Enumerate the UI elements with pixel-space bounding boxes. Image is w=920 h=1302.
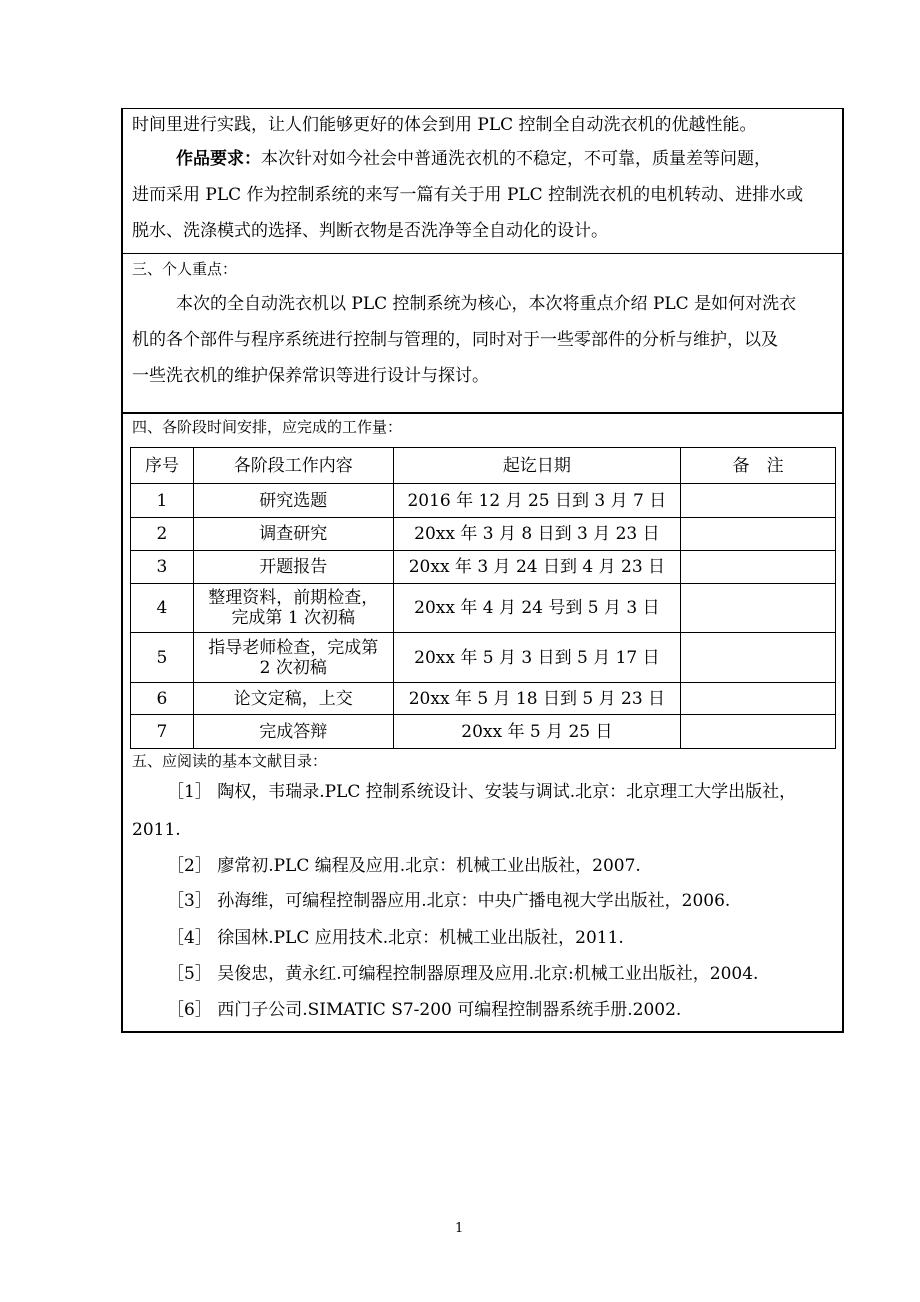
section-two-line: 时间里进行实践，让人们能够更好的体会到用 PLC 控制全自动洗衣机的优越性能。 xyxy=(132,115,757,135)
table-row xyxy=(131,633,836,683)
section-frame-upper xyxy=(121,108,844,414)
row-note xyxy=(681,584,836,633)
reference-item: ［5］ 吴俊忠，黄永红.可编程控制器原理及应用.北京:机械工业出版社，2004. xyxy=(167,964,759,984)
row-number: 4 xyxy=(131,584,194,633)
row-note xyxy=(681,683,836,715)
table-row xyxy=(131,551,836,584)
column-header: 各阶段工作内容 xyxy=(193,448,393,484)
table-row xyxy=(131,683,836,715)
reference-item: 2011. xyxy=(132,820,181,840)
row-note xyxy=(681,484,836,518)
row-number: 1 xyxy=(131,484,194,518)
row-date: 20xx 年 3 月 8 日到 3 月 23 日 xyxy=(393,518,681,551)
row-content: 论文定稿，上交 xyxy=(193,683,393,715)
schedule-table xyxy=(130,447,836,749)
reference-item: ［3］ 孙海维，可编程控制器应用.北京：中央广播电视大学出版社，2006. xyxy=(167,891,731,911)
row-date: 20xx 年 3 月 24 日到 4 月 23 日 xyxy=(393,551,681,584)
page-number: 1 xyxy=(455,1221,464,1236)
row-number: 3 xyxy=(131,551,194,584)
section-three-heading: 三、个人重点： xyxy=(132,260,238,278)
reference-item: ［1］ 陶权，韦瑞录.PLC 控制系统设计、安装与调试.北京：北京理工大学出版社， xyxy=(167,782,797,802)
row-content: 研究选题 xyxy=(193,484,393,518)
row-date: 20xx 年 5 月 25 日 xyxy=(393,715,681,749)
section-three-line: 机的各个部件与程序系统进行控制与管理的，同时对于一些零部件的分析与维护，以及 xyxy=(132,330,778,350)
column-header: 起讫日期 xyxy=(393,448,681,484)
table-header-row xyxy=(131,448,836,484)
row-note xyxy=(681,551,836,584)
row-date: 20xx 年 4 月 24 号到 5 月 3 日 xyxy=(393,584,681,633)
table-row xyxy=(131,584,836,633)
requirement-line xyxy=(176,147,771,171)
row-number: 6 xyxy=(131,683,194,715)
row-date: 20xx 年 5 月 3 日到 5 月 17 日 xyxy=(393,633,681,683)
reference-item: ［4］ 徐国林.PLC 应用技术.北京：机械工业出版社，2011. xyxy=(167,928,624,948)
table-row xyxy=(131,715,836,749)
row-content: 开题报告 xyxy=(193,551,393,584)
row-number: 7 xyxy=(131,715,194,749)
requirement-label: 作品要求： xyxy=(176,149,261,169)
row-content: 完成答辩 xyxy=(193,715,393,749)
table-row xyxy=(131,484,836,518)
section-four-heading: 四、各阶段时间安排，应完成的工作量： xyxy=(132,418,403,436)
row-note xyxy=(681,518,836,551)
row-content: 整理资料，前期检查， 完成第 1 次初稿 xyxy=(193,584,393,633)
section-five-heading: 五、应阅读的基本文献目录： xyxy=(132,752,328,770)
row-note xyxy=(681,633,836,683)
requirement-line: 进而采用 PLC 作为控制系统的来写一篇有关于用 PLC 控制洗衣机的电机转动、进排水或 xyxy=(132,185,804,205)
requirement-line: 脱水、洗涤模式的选择、判断衣物是否洗净等全自动化的设计。 xyxy=(132,221,608,241)
reference-item: ［2］ 廖常初.PLC 编程及应用.北京：机械工业出版社，2007. xyxy=(167,856,641,876)
row-content: 指导老师检查，完成第 2 次初稿 xyxy=(193,633,393,683)
column-header: 备 注 xyxy=(681,448,836,484)
section-frame-lower xyxy=(121,412,844,1033)
reference-item: ［6］ 西门子公司.SIMATIC S7-200 可编程控制器系统手册.2002. xyxy=(167,1000,682,1020)
row-number: 2 xyxy=(131,518,194,551)
requirement-text: 本次针对如今社会中普通洗衣机的不稳定，不可靠，质量差等问题， xyxy=(261,149,771,169)
row-number: 5 xyxy=(131,633,194,683)
row-note xyxy=(681,715,836,749)
row-content: 调查研究 xyxy=(193,518,393,551)
row-date: 20xx 年 5 月 18 日到 5 月 23 日 xyxy=(393,683,681,715)
section-three-line: 一些洗衣机的维护保养常识等进行设计与探讨。 xyxy=(132,366,489,386)
table-row xyxy=(131,518,836,551)
row-date: 2016 年 12 月 25 日到 3 月 7 日 xyxy=(393,484,681,518)
column-header: 序号 xyxy=(131,448,194,484)
divider xyxy=(123,253,842,254)
section-three-line: 本次的全自动洗衣机以 PLC 控制系统为核心，本次将重点介绍 PLC 是如何对洗衣 xyxy=(176,294,797,314)
